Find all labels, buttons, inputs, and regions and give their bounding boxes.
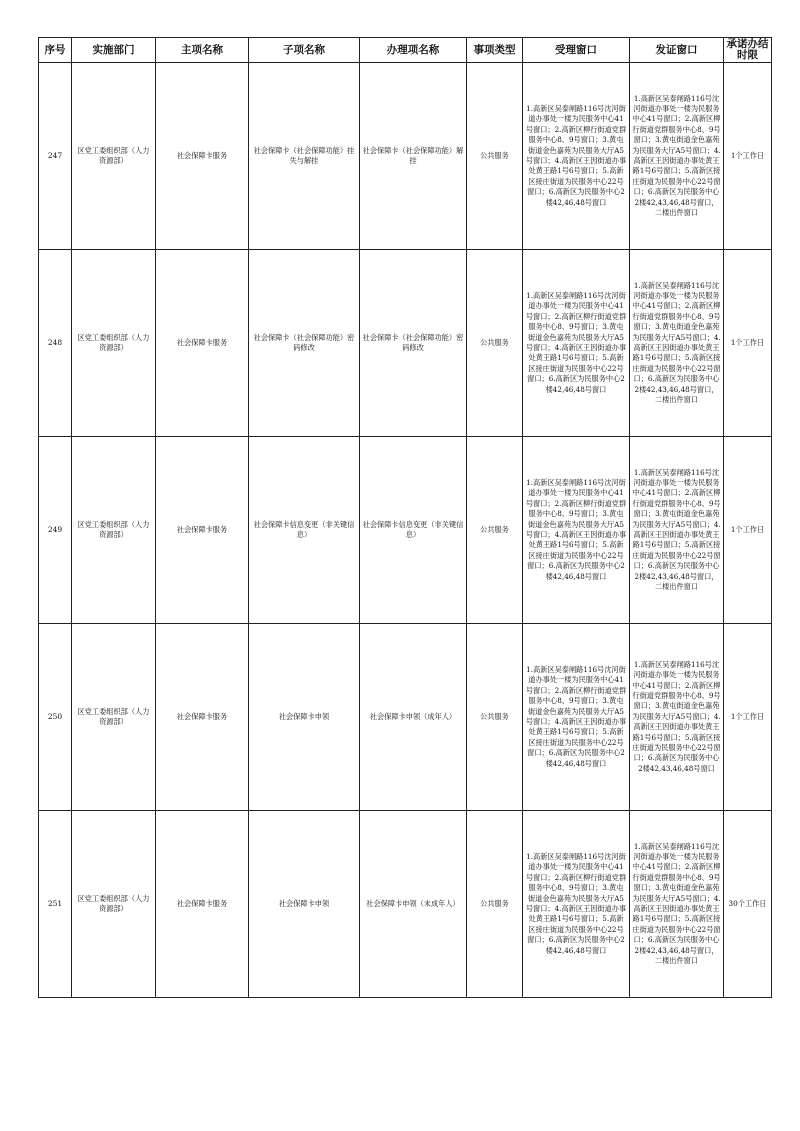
cell-dept: 区党工委组织部（人力资源部）: [72, 437, 156, 624]
header-accept-window: 受理窗口: [523, 38, 630, 63]
table-row: [39, 811, 772, 998]
header-seq: 序号: [39, 38, 72, 63]
cell-seq: 250: [39, 624, 72, 811]
cell-issue-window: 1.高新区吴泰闸路116号沈河街道办事处一楼为民服务中心41号窗口；2.高新区柳行街道党群服务中心8、9号窗口；3.黄屯街道金色嘉苑为民服务大厅A5号窗口；4.高新区王因街道办事处黄王路1号6号窗口；5.高新区接庄街道为民服务中心22号窗口；6.高新区为民服务中心2楼42,43,46,48号窗口，二楼出件窗口: [630, 811, 724, 998]
cell-type: 公共服务: [467, 624, 523, 811]
cell-issue-window: 1.高新区吴泰闸路116号沈河街道办事处一楼为民服务中心41号窗口；2.高新区柳行街道党群服务中心8、9号窗口；3.黄屯街道金色嘉苑为民服务大厅A5号窗口；4.高新区王因街道办事处黄王路1号6号窗口；5.高新区接庄街道为民服务中心22号窗口；6.高新区为民服务中心2楼42,43,46,48号窗口，二楼出件窗口: [630, 437, 724, 624]
header-time-limit: 承诺办结时限: [724, 38, 772, 63]
cell-dept: 区党工委组织部（人力资源部）: [72, 250, 156, 437]
cell-seq: 249: [39, 437, 72, 624]
cell-accept-window: 1.高新区吴泰闸路116号沈河街道办事处一楼为民服务中心41号窗口；2.高新区柳行街道党群服务中心8、9号窗口；3.黄屯街道金色嘉苑为民服务大厅A5号窗口；4.高新区王因街道办事处黄王路1号6号窗口；5.高新区接庄街道为民服务中心22号窗口；6.高新区为民服务中心2楼42,46,48号窗口: [523, 250, 630, 437]
cell-seq: 247: [39, 63, 72, 250]
header-handle-item: 办理项名称: [360, 38, 467, 63]
table-row: [39, 63, 772, 250]
cell-accept-window: 1.高新区吴泰闸路116号沈河街道办事处一楼为民服务中心41号窗口；2.高新区柳行街道党群服务中心8、9号窗口；3.黄屯街道金色嘉苑为民服务大厅A5号窗口；4.高新区王因街道办事处黄王路1号6号窗口；5.高新区接庄街道为民服务中心22号窗口；6.高新区为民服务中心2楼42,46,48号窗口: [523, 437, 630, 624]
cell-time-limit: 1个工作日: [724, 624, 772, 811]
cell-type: 公共服务: [467, 250, 523, 437]
cell-handle-item: 社会保障卡申领（成年人）: [360, 624, 467, 811]
cell-handle-item: 社会保障卡（社会保障功能）密码修改: [360, 250, 467, 437]
table-row: [39, 624, 772, 811]
cell-seq: 248: [39, 250, 72, 437]
cell-main-item: 社会保障卡服务: [156, 624, 249, 811]
header-main-item: 主项名称: [156, 38, 249, 63]
cell-time-limit: 30个工作日: [724, 811, 772, 998]
cell-issue-window: 1.高新区吴泰闸路116号沈河街道办事处一楼为民服务中心41号窗口；2.高新区柳行街道党群服务中心8、9号窗口；3.黄屯街道金色嘉苑为民服务大厅A5号窗口；4.高新区王因街道办事处黄王路1号6号窗口；5.高新区接庄街道为民服务中心22号窗口；6.高新区为民服务中心2楼42,43,46,48号窗口: [630, 624, 724, 811]
table-header-row: [39, 38, 772, 63]
cell-dept: 区党工委组织部（人力资源部）: [72, 624, 156, 811]
cell-main-item: 社会保障卡服务: [156, 250, 249, 437]
cell-time-limit: 1个工作日: [724, 437, 772, 624]
cell-type: 公共服务: [467, 811, 523, 998]
table-row: [39, 250, 772, 437]
service-items-table: [38, 37, 772, 998]
cell-sub-item: 社会保障卡（社会保障功能）密码修改: [249, 250, 360, 437]
cell-sub-item: 社会保障卡信息变更（非关键信息）: [249, 437, 360, 624]
header-type: 事项类型: [467, 38, 523, 63]
cell-issue-window: 1.高新区吴泰闸路116号沈河街道办事处一楼为民服务中心41号窗口；2.高新区柳行街道党群服务中心8、9号窗口；3.黄屯街道金色嘉苑为民服务大厅A5号窗口；4.高新区王因街道办事处黄王路1号6号窗口；5.高新区接庄街道为民服务中心22号窗口；6.高新区为民服务中心2楼42,43,46,48号窗口，二楼出件窗口: [630, 250, 724, 437]
cell-main-item: 社会保障卡服务: [156, 811, 249, 998]
header-sub-item: 子项名称: [249, 38, 360, 63]
cell-time-limit: 1个工作日: [724, 63, 772, 250]
cell-handle-item: 社会保障卡信息变更（非关键信息）: [360, 437, 467, 624]
cell-sub-item: 社会保障卡（社会保障功能）挂失与解挂: [249, 63, 360, 250]
table-row: [39, 437, 772, 624]
cell-type: 公共服务: [467, 63, 523, 250]
cell-handle-item: 社会保障卡（社会保障功能）解挂: [360, 63, 467, 250]
cell-type: 公共服务: [467, 437, 523, 624]
cell-issue-window: 1.高新区吴泰闸路116号沈河街道办事处一楼为民服务中心41号窗口；2.高新区柳行街道党群服务中心8、9号窗口；3.黄屯街道金色嘉苑为民服务大厅A5号窗口；4.高新区王因街道办事处黄王路1号6号窗口；5.高新区接庄街道为民服务中心22号窗口；6.高新区为民服务中心2楼42,43,46,48号窗口，二楼出件窗口: [630, 63, 724, 250]
cell-dept: 区党工委组织部（人力资源部）: [72, 63, 156, 250]
cell-main-item: 社会保障卡服务: [156, 437, 249, 624]
header-dept: 实施部门: [72, 38, 156, 63]
cell-accept-window: 1.高新区吴泰闸路116号沈河街道办事处一楼为民服务中心41号窗口；2.高新区柳行街道党群服务中心8、9号窗口；3.黄屯街道金色嘉苑为民服务大厅A5号窗口；4.高新区王因街道办事处黄王路1号6号窗口；5.高新区接庄街道为民服务中心22号窗口；6.高新区为民服务中心2楼42,46,48号窗口: [523, 624, 630, 811]
cell-sub-item: 社会保障卡申领: [249, 811, 360, 998]
cell-time-limit: 1个工作日: [724, 250, 772, 437]
header-issue-window: 发证窗口: [630, 38, 724, 63]
cell-accept-window: 1.高新区吴泰闸路116号沈河街道办事处一楼为民服务中心41号窗口；2.高新区柳行街道党群服务中心8、9号窗口；3.黄屯街道金色嘉苑为民服务大厅A5号窗口；4.高新区王因街道办事处黄王路1号6号窗口；5.高新区接庄街道为民服务中心22号窗口；6.高新区为民服务中心2楼42,46,48号窗口: [523, 63, 630, 250]
cell-main-item: 社会保障卡服务: [156, 63, 249, 250]
cell-seq: 251: [39, 811, 72, 998]
cell-handle-item: 社会保障卡申领（未成年人）: [360, 811, 467, 998]
cell-dept: 区党工委组织部（人力资源部）: [72, 811, 156, 998]
cell-sub-item: 社会保障卡申领: [249, 624, 360, 811]
cell-accept-window: 1.高新区吴泰闸路116号沈河街道办事处一楼为民服务中心41号窗口；2.高新区柳行街道党群服务中心8、9号窗口；3.黄屯街道金色嘉苑为民服务大厅A5号窗口；4.高新区王因街道办事处黄王路1号6号窗口；5.高新区接庄街道为民服务中心22号窗口；6.高新区为民服务中心2楼42,46,48号窗口: [523, 811, 630, 998]
